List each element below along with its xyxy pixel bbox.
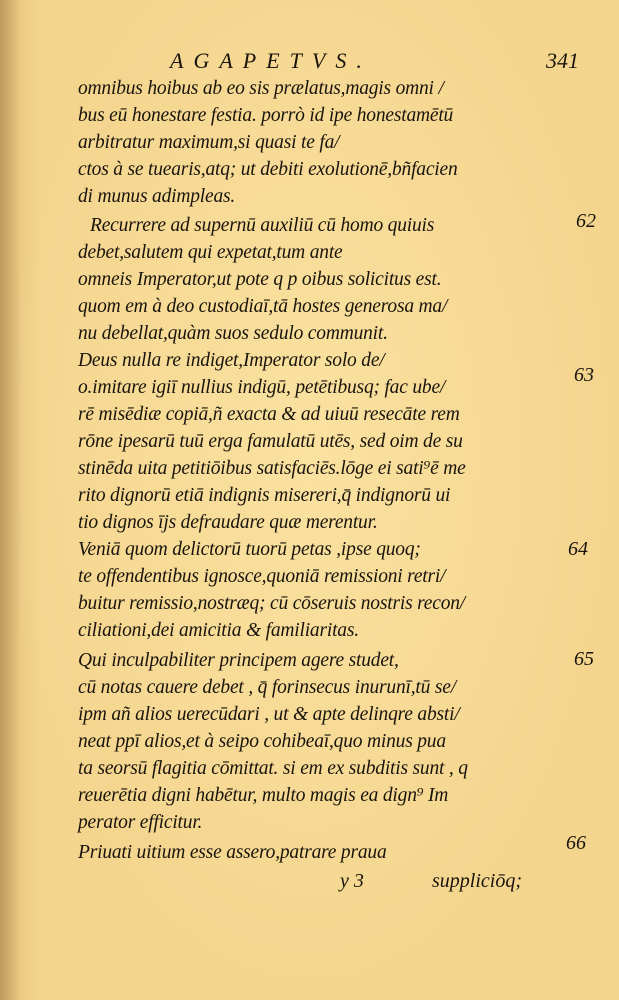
- text-line: ta seorsū flagitia cōmittat. si em ex subditis sunt , q: [78, 758, 468, 779]
- paragraph-start-line: Priuati uitium esse assero,patrare praua: [78, 842, 387, 863]
- margin-number: 66: [566, 832, 586, 854]
- catchword: suppliciōq;: [432, 870, 522, 892]
- text-line: arbitratur maximum,si quasi te fa/: [78, 132, 340, 153]
- text-line: bus eū honestare festia. porrò id ipe honestamētū: [78, 105, 454, 126]
- text-line: o.imitare igiī nullius indigū, petētibusq; fac ube/: [78, 377, 446, 398]
- margin-number: 64: [568, 538, 588, 560]
- margin-number: 63: [574, 364, 594, 386]
- running-head: AGAPETVS.: [170, 48, 372, 73]
- text-line: debet,salutem qui expetat,tum ante: [78, 242, 343, 263]
- margin-number: 65: [574, 648, 594, 670]
- text-line: stinēda uita petitiōibus satisfaciēs.lōge ei sati⁹ē me: [78, 458, 466, 479]
- paragraph-start-line: Recurrere ad supernū auxiliū cū homo quiuis: [90, 215, 435, 236]
- folio-number: 341: [546, 48, 579, 73]
- text-line: omneis Imperator,ut pote q p oibus solicitus est.: [78, 269, 442, 290]
- text-line: ipm añ alios uerecūdari , ut & apte delinqre absti/: [78, 704, 460, 725]
- text-line: perator efficitur.: [78, 812, 203, 833]
- text-line: nu debellat,quàm suos sedulo communit.: [78, 323, 388, 344]
- text-line: rē misēdiæ copiā,ñ exacta & ad uiuū resecāte rem: [78, 404, 460, 425]
- margin-number: 62: [576, 210, 596, 232]
- text-line: rito dignorū etiā indignis misereri,q̄ indignorū ui: [78, 485, 451, 506]
- text-line: ciliationi,dei amicitia & familiaritas.: [78, 620, 359, 641]
- page-gutter-shadow: [0, 0, 22, 1000]
- text-line: te offendentibus ignosce,quoniā remissioni retri/: [78, 566, 446, 587]
- text-line: ctos à se tuearis,atq; ut debiti exolutionē,bñfacien: [78, 159, 458, 180]
- paragraph-start-line: Deus nulla re indiget,Imperator solo de/: [78, 350, 385, 371]
- text-line: neat ppī alios,et à seipo cohibeaī,quo minus pua: [78, 731, 446, 752]
- paragraph-start-line: Veniā quom delictorū tuorū petas ,ipse quoq;: [78, 539, 421, 560]
- text-line: reuerētia digni habētur, multo magis ea dign⁹ Im: [78, 785, 449, 806]
- signature-mark: y 3: [340, 870, 364, 892]
- text-line: quom em à deo custodiaī,tā hostes generosa ma/: [78, 296, 448, 317]
- text-line: cū notas cauere debet , q̄ forinsecus inurunī,tū se/: [78, 677, 456, 698]
- text-line: buitur remissio,nostræq; cū cōseruis nostris recon/: [78, 593, 466, 614]
- paragraph-start-line: Qui inculpabiliter principem agere studet,: [78, 650, 399, 671]
- text-line: di munus adimpleas.: [78, 186, 236, 207]
- text-line: tio dignos ījs defraudare quæ merentur.: [78, 512, 378, 533]
- text-line: rōne ipesarū tuū erga famulatū utēs, sed oim de su: [78, 431, 463, 452]
- text-line: omnibus hoibus ab eo sis prælatus,magis omni /: [78, 78, 444, 99]
